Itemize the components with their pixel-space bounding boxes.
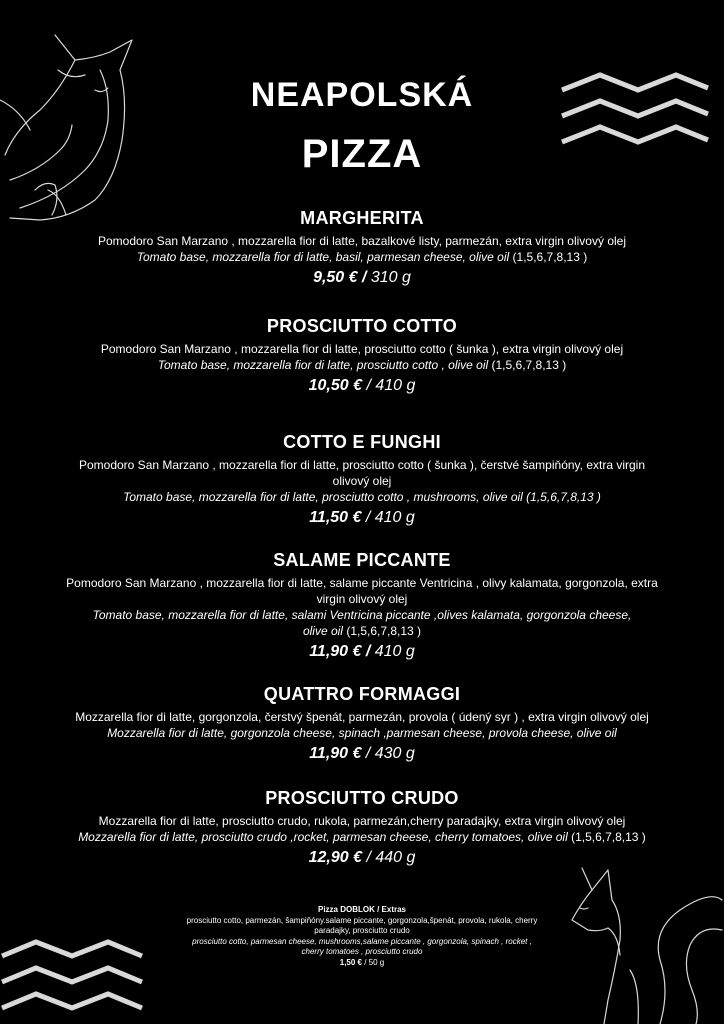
extras-price: 1,50 € / 50 g xyxy=(339,957,385,967)
item-description-en: Tomato base, mozzarella fior di latte, salami Ventricina piccante ,olives kalamata, gorgonzola cheese, olive oil (1,5,6,7,8,13 ) xyxy=(92,608,632,638)
item-price: 12,90 € / 440 g xyxy=(308,849,416,866)
item-description: Mozzarella fior di latte, gorgonzola, čerstvý špenát, parmezán, provola ( údený syr ) , extra virgin olivový olej xyxy=(75,710,649,724)
menu-item-quattro-formaggi xyxy=(40,684,684,763)
fox-illustration xyxy=(560,860,724,1024)
extras-title: Pizza DOBLOK / Extras xyxy=(317,905,407,914)
item-price: 11,50 € / 410 g xyxy=(309,509,415,526)
item-name: QUATTRO FORMAGGI xyxy=(263,684,461,704)
item-description: Pomodoro San Marzano , mozzarella fior di latte, prosciutto cotto ( šunka ), čerstvé šampiňóny, extra virgin olivový olej xyxy=(78,458,646,488)
item-description-en: Tomato base, mozzarella fior di latte, prosciutto cotto , olive oil (1,5,6,7,8,13 ) xyxy=(157,358,567,372)
item-description-en: Mozzarella fior di latte, gorgonzola cheese, spinach ,parmesan cheese, provola cheese, olive oil xyxy=(107,726,617,740)
menu-item-prosciutto-crudo xyxy=(40,788,684,867)
zigzag-bottom-left xyxy=(0,938,150,1020)
item-description: Pomodoro San Marzano , mozzarella fior di latte, bazalkové listy, parmezán, extra virgin olivový olej xyxy=(97,234,626,248)
page-title-line1: NEAPOLSKÁ xyxy=(250,76,474,114)
item-price: 9,50 € / 310 g xyxy=(313,269,411,286)
item-name: PROSCIUTTO COTTO xyxy=(266,316,458,336)
menu-item-prosciutto-cotto xyxy=(40,316,684,395)
item-description: Pomodoro San Marzano , mozzarella fior di latte, prosciutto cotto ( šunka ), extra virgin olivový olej xyxy=(100,342,624,356)
item-name: PROSCIUTTO CRUDO xyxy=(265,788,459,808)
item-price: 11,90 € / 430 g xyxy=(309,745,415,762)
item-price: 11,90 € / 410 g xyxy=(309,643,415,660)
item-description-en: Mozzarella fior di latte, prosciutto crudo ,rocket, parmesan cheese, cherry tomatoes, olive oil (1,5,6,7,8,13 ) xyxy=(78,830,646,844)
item-name: MARGHERITA xyxy=(300,208,424,228)
item-description-en: Tomato base, mozzarella fior di latte, prosciutto cotto , mushrooms, olive oil (1,5,6,7,8,13 ) xyxy=(123,490,601,504)
extras-section xyxy=(162,905,562,968)
menu-item-margherita xyxy=(40,208,684,287)
menu-item-salame-piccante xyxy=(40,550,684,661)
owl-illustration xyxy=(0,30,140,230)
item-price: 10,50 € / 410 g xyxy=(308,377,416,394)
item-name: COTTO E FUNGHI xyxy=(283,432,441,452)
extras-list-en: prosciutto cotto, parmesan cheese, mushrooms,salame piccante , gorgonzola, spinach , rocket , cherry tomatoes , prosciutto crudo xyxy=(192,936,532,956)
page-title-line2: PIZZA xyxy=(301,132,423,176)
menu-item-cotto-e-funghi xyxy=(40,432,684,527)
item-description-en: Tomato base, mozzarella fior di latte, basil, parmesan cheese, olive oil (1,5,6,7,8,13 ) xyxy=(136,250,588,264)
item-description: Pomodoro San Marzano , mozzarella fior di latte, salame piccante Ventricina , olivy kalamata, gorgonzola, extra virgin olivový olej xyxy=(66,576,658,606)
item-description: Mozzarella fior di latte, prosciutto crudo, rukola, parmezán,cherry paradajky, extra virgin olivový olej xyxy=(98,814,626,828)
extras-list: prosciutto cotto, parmezán, šampiňóny.salame piccante, gorgonzola,špenát, provola, rukola, cherry paradajky, prosciutto crudo xyxy=(186,915,538,935)
item-name: SALAME PICCANTE xyxy=(273,550,451,570)
